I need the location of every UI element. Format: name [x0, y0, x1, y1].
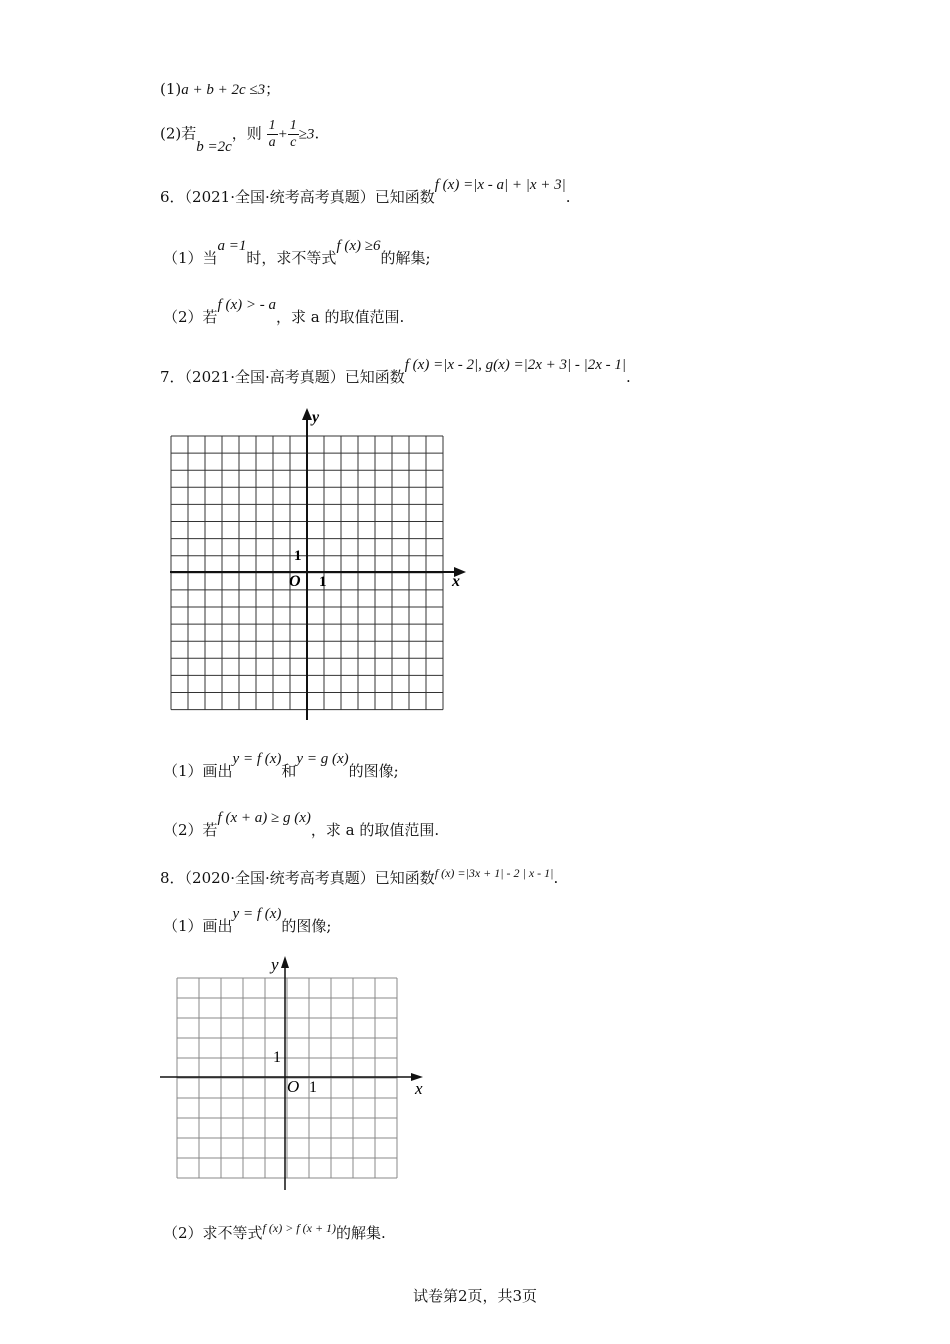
origin-label: O	[289, 573, 301, 590]
q8-part1: （1）画出y = f (x)的图像;	[163, 906, 332, 935]
q8-stem: 8．（2020·全国·统考高考真题）已知函数$^{f (x) =|3x + 1| - 2 | x - 1|}$.	[160, 866, 559, 887]
page-footer: 试卷第2页，共3页	[412, 1287, 538, 1305]
math-expr: a + b + 2c ≤3	[181, 82, 266, 98]
q7-func: f (x) =|x - 2|, g(x) =|2x + 3| - |2x - 1|	[404, 357, 627, 373]
coordinate-grid-2	[155, 950, 435, 1200]
x-axis-label: x	[452, 573, 460, 590]
q8-func: f (x) =|3x + 1| - 2 | x - 1|	[434, 866, 554, 880]
p5-part1: (1)a + b + 2c ≤3；	[160, 80, 281, 98]
x-tick-label: 1	[309, 1079, 317, 1096]
y-tick-label: 1	[273, 1049, 281, 1066]
q8-part2: （2）求不等式$^{f (x) > f (x + 1)}$的解集.	[163, 1221, 386, 1242]
fraction-1-over-a: $\frac{1}{a}$	[268, 118, 276, 150]
y-axis-label: y	[271, 955, 279, 974]
math-cond: b =2c	[196, 138, 232, 155]
y-tick-label: 1	[294, 548, 302, 564]
x-axis-label: x	[415, 1079, 423, 1098]
q7-part2: （2）若f (x + a) ≥ g (x)，求 a 的取值范围.	[163, 810, 440, 839]
x-tick-label: 1	[319, 574, 327, 590]
q7-stem: 7．（2021·全国·高考真题）已知函数f (x) =|x - 2|, g(x) =|2x + 3| - |2x - 1|.	[160, 357, 631, 386]
origin-label: O	[287, 1077, 300, 1096]
y-axis-label: y	[312, 409, 320, 426]
coordinate-grid-1	[160, 400, 480, 720]
q6-part2: （2）若f (x) > - a，求 a 的取值范围.	[163, 297, 405, 326]
q7-part1: （1）画出y = f (x)和y = g (x)的图像;	[163, 751, 399, 780]
q6-part1: （1）当a =1时，求不等式f (x) ≥6的解集;	[163, 238, 431, 267]
p5-part2: (2)若b =2c，则 $\frac{1}{a}$ + $\frac{1}{c}$ ≥3.	[160, 118, 320, 155]
fraction-1-over-c: $\frac{1}{c}$	[289, 118, 297, 150]
q6-func: f (x) =|x - a| + |x + 3|	[434, 177, 566, 193]
q6-stem: 6．（2021·全国·统考高考真题）已知函数f (x) =|x - a| + |x + 3|.	[160, 177, 571, 206]
